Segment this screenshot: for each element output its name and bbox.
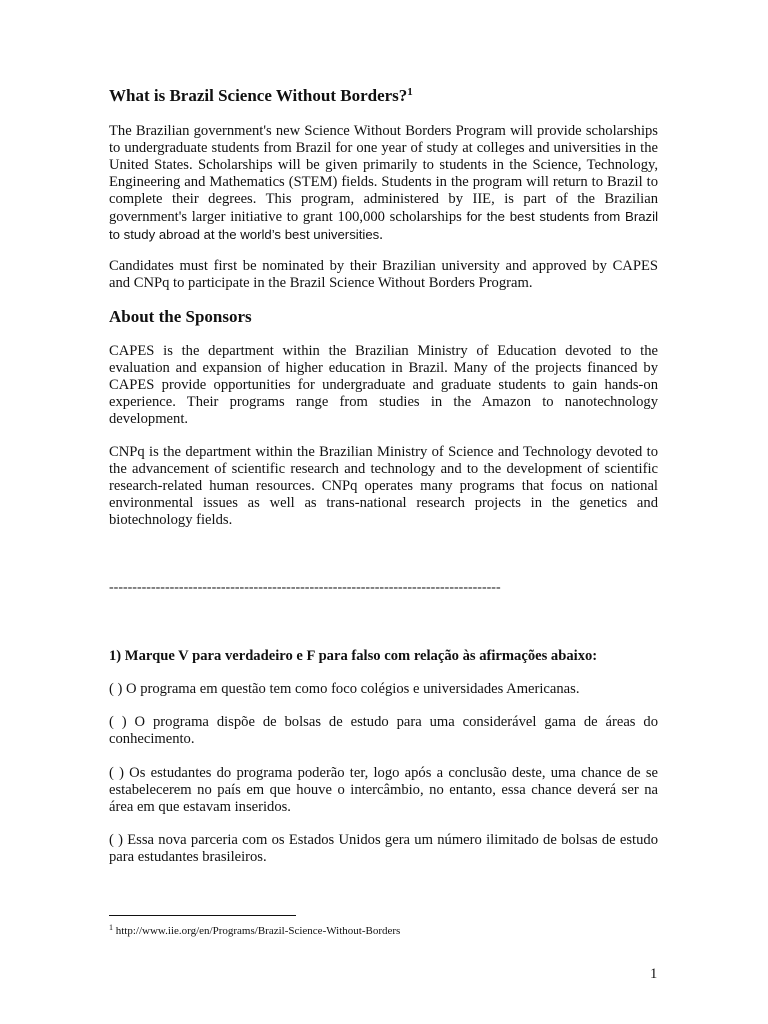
footnote-marker: 1	[109, 923, 113, 932]
intro-text: The Brazilian government's new Science Without Borders Program will provide scholarships to undergraduate students from Brazil for one year of study at colleges and universities in the United States. Scholarships will be given primarily to students in the Science, Technology, Engineering and Mathematics (STEM) fields. Students in the program will return to Brazil to complete their degrees. This program, administered by IIE, is part of the Brazilian government's larger initiative to grant 100,000 scholarships	[109, 123, 658, 225]
question-item-1: ( ) O programa em questão tem como foco colégios e universidades Americanas.	[109, 681, 580, 697]
cnpq-paragraph: CNPq is the department within the Brazilian Ministry of Science and Technology devoted to the advancement of scientific research and technology and to the development of scientific research-related human resources. CNPq operates many programs that focus on national environmental issues as well as trans-national research projects in the genetics and biotechnology fields.	[109, 444, 658, 528]
intro-paragraph	[109, 123, 658, 244]
intro-period: .	[379, 227, 383, 243]
candidates-paragraph: Candidates must first be nominated by their Brazilian university and approved by CAPES and CNPq to participate in the Brazil Science Without Borders Program.	[109, 258, 658, 291]
footnote	[109, 923, 400, 937]
question-item-4: ( ) Essa nova parceria com os Estados Unidos gera um número ilimitado de bolsas de estudo para estudantes brasileiros.	[109, 832, 658, 865]
question-title: 1) Marque V para verdadeiro e F para falso com relação às afirmações abaixo:	[109, 648, 598, 664]
heading-sponsors: About the Sponsors	[109, 307, 252, 326]
heading-main	[109, 86, 413, 106]
footnote-url: http://www.iie.org/en/Programs/Brazil-Science-Without-Borders	[113, 925, 401, 937]
question-item-3: ( ) Os estudantes do programa poderão ter, logo após a conclusão deste, uma chance de se estabelecerem no país em que houve o intercâmbio, no entanto, essa chance deverá ser na área em que estavam inseridos.	[109, 765, 658, 815]
question-item-2: ( ) O programa dispõe de bolsas de estudo para uma considerável gama de áreas do conhecimento.	[109, 714, 658, 747]
intro-tail-text: for the best students from Brazil to study abroad at the world’s best universities	[109, 209, 658, 242]
heading-main-text: What is Brazil Science Without Borders?	[109, 86, 408, 105]
footnote-divider	[109, 915, 296, 916]
page-number: 1	[650, 966, 658, 982]
separator-line: ------------------------------------------------------------------------------------	[109, 580, 501, 595]
capes-paragraph: CAPES is the department within the Brazilian Ministry of Education devoted to the evaluation and expansion of higher education in Brazil. Many of the projects financed by CAPES provide opportunities for undergraduate and graduate students to gain hands-on experience. Their programs range from studies in the Amazon to nanotechnology development.	[109, 343, 658, 427]
footnote-reference: 1	[407, 86, 413, 98]
